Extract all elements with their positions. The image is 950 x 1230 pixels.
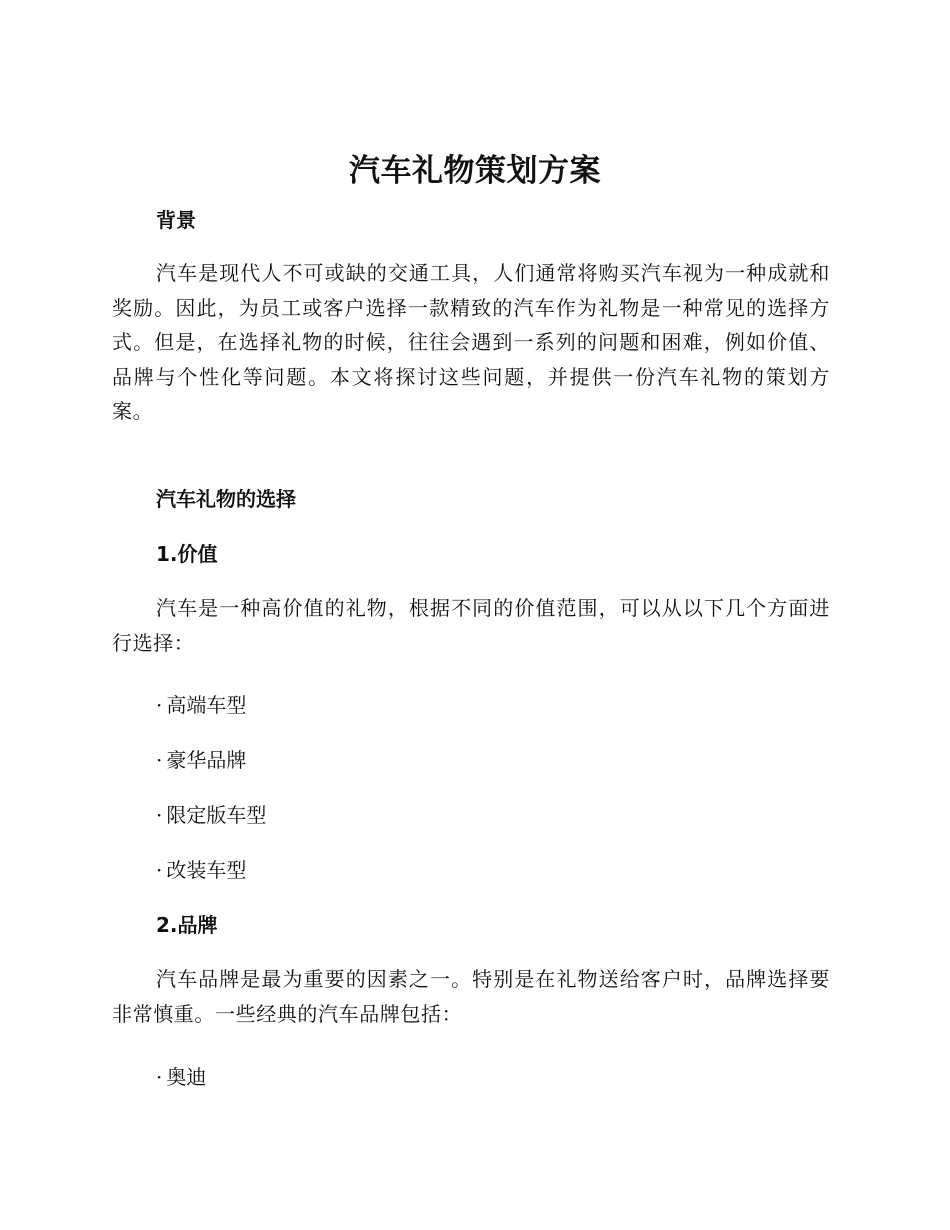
bullet-marker: · xyxy=(156,803,163,827)
list-item-value-3 xyxy=(156,800,266,830)
list-item-label: 豪华品牌 xyxy=(166,748,247,772)
paragraph-background: 汽车是现代人不可或缺的交通工具，人们通常将购买汽车视为一种成就和奖励。因此，为员工或客户选择一款精致的汽车作为礼物是一种常见的选择方式。但是，在选择礼物的时候，往往会遇到一系列的问题和困难，例如价值、品牌与个性化等问题。本文将探讨这些问题，并提供一份汽车礼物的策划方案。 xyxy=(112,261,830,424)
list-item-value-2 xyxy=(156,745,246,775)
list-item-label: 限定版车型 xyxy=(166,803,267,827)
list-item-label: 改装车型 xyxy=(166,858,247,882)
heading-background: 背景 xyxy=(156,208,196,232)
bullet-marker: · xyxy=(156,748,163,772)
list-item-label: 奥迪 xyxy=(166,1065,207,1089)
paragraph-brand: 汽车品牌是最为重要的因素之一。特别是在礼物送给客户时，品牌选择要非常慎重。一些经典的汽车品牌包括： xyxy=(112,967,830,1026)
heading-brand: 2.品牌 xyxy=(156,913,218,937)
list-item-brand-1 xyxy=(156,1062,206,1092)
heading-selection: 汽车礼物的选择 xyxy=(156,487,296,511)
bullet-marker: · xyxy=(156,1065,163,1089)
bullet-marker: · xyxy=(156,858,163,882)
list-item-label: 高端车型 xyxy=(166,693,247,717)
list-item-value-1 xyxy=(156,690,246,720)
paragraph-value: 汽车是一种高价值的礼物，根据不同的价值范围，可以从以下几个方面进行选择： xyxy=(112,596,830,655)
bullet-marker: · xyxy=(156,693,163,717)
list-item-value-4 xyxy=(156,855,246,885)
document-title: 汽车礼物策划方案 xyxy=(349,153,601,189)
heading-value: 1.价值 xyxy=(156,542,218,566)
